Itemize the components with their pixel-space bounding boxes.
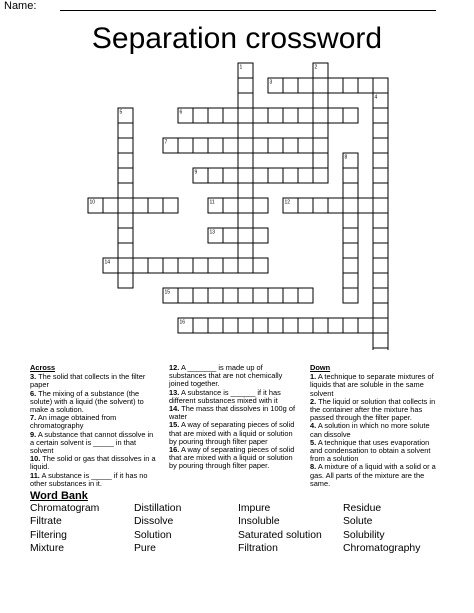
clue-across-11: 11. A substance is _____ if it has no other substances in it. <box>30 470 148 488</box>
grid-cell[interactable] <box>253 318 268 333</box>
grid-cell[interactable] <box>193 288 208 303</box>
grid-cell[interactable] <box>373 108 388 123</box>
grid-cell[interactable] <box>343 288 358 303</box>
word-bank-item: Chromatography <box>343 542 421 554</box>
grid-cell[interactable] <box>313 198 328 213</box>
word-bank-item: Solute <box>343 516 373 528</box>
grid-cell[interactable] <box>193 138 208 153</box>
word-bank-item: Solubility <box>343 529 385 541</box>
name-label: Name: <box>4 0 37 12</box>
grid-cell[interactable] <box>223 108 238 123</box>
grid-cell[interactable] <box>283 108 298 123</box>
grid-cell[interactable] <box>238 168 253 183</box>
grid-cell[interactable] <box>193 258 208 273</box>
grid-cell[interactable] <box>178 288 193 303</box>
grid-cell[interactable] <box>238 93 253 108</box>
grid-cell[interactable] <box>268 108 283 123</box>
grid-cell[interactable] <box>118 258 133 273</box>
clue-down-2: 2. The liquid or solution that collects in the container after the mixture has passed through the filter paper. <box>310 396 436 423</box>
grid-cell[interactable] <box>118 138 133 153</box>
grid-cell[interactable] <box>373 78 388 93</box>
grid-cell[interactable] <box>253 258 268 273</box>
grid-cell[interactable] <box>238 288 253 303</box>
grid-cell[interactable] <box>343 78 358 93</box>
grid-cell[interactable] <box>268 288 283 303</box>
grid-cell[interactable] <box>373 243 388 258</box>
grid-cell[interactable] <box>373 183 388 198</box>
grid-cell[interactable] <box>373 153 388 168</box>
grid-clue-number: 7 <box>164 139 168 146</box>
grid-cell[interactable] <box>343 228 358 243</box>
grid-cell[interactable] <box>313 123 328 138</box>
grid-cell[interactable] <box>253 288 268 303</box>
grid-cell[interactable] <box>283 138 298 153</box>
grid-cell[interactable] <box>343 258 358 273</box>
grid-cell[interactable] <box>298 198 313 213</box>
grid-cell[interactable] <box>238 183 253 198</box>
grid-cell[interactable] <box>283 288 298 303</box>
grid-cell[interactable] <box>238 258 253 273</box>
grid-cell[interactable] <box>373 168 388 183</box>
grid-cell[interactable] <box>268 318 283 333</box>
grid-cell[interactable] <box>373 288 388 303</box>
clue-across-3: 3. The solid that collects in the filter paper <box>30 372 146 390</box>
clue-across-16: 16. A way of separating pieces of solid that are mixed with a liquid or solution by pouring through filter paper. <box>169 445 295 471</box>
clue-across-15: 15. A way of separating pieces of solid that are mixed with a liquid or solution by pouring through filter paper <box>169 420 295 446</box>
grid-cell[interactable] <box>253 108 268 123</box>
grid-cell[interactable] <box>118 153 133 168</box>
word-bank <box>30 503 450 555</box>
grid-cell[interactable] <box>328 78 343 93</box>
grid-cell[interactable] <box>358 78 373 93</box>
grid-cell[interactable] <box>343 243 358 258</box>
grid-cell[interactable] <box>298 168 313 183</box>
grid-cell[interactable] <box>163 258 178 273</box>
clue-down-4: 4. A solution in which no more solute can dissolve <box>310 421 430 439</box>
grid-cell[interactable] <box>373 198 388 213</box>
grid-clue-number: 2 <box>314 64 318 71</box>
clue-across-10: 10. The solid or gas that dissolves in a liquid. <box>30 454 156 472</box>
clue-down-5: 5. A technique that uses evaporation and condensation to obtain a solvent from a solution <box>310 437 431 464</box>
grid-cell[interactable] <box>313 93 328 108</box>
word-bank-item: Distillation <box>134 503 182 514</box>
grid-cell[interactable] <box>133 198 148 213</box>
grid-clue-number: 13 <box>209 229 216 236</box>
grid-cell[interactable] <box>238 78 253 93</box>
grid-cell[interactable] <box>358 318 373 333</box>
grid-cell[interactable] <box>238 123 253 138</box>
grid-cell[interactable] <box>238 318 253 333</box>
word-bank-item: Filtering <box>30 529 67 541</box>
grid-cell[interactable] <box>298 288 313 303</box>
grid-cell[interactable] <box>298 78 313 93</box>
grid-cell[interactable] <box>118 183 133 198</box>
grid-cell[interactable] <box>283 78 298 93</box>
clue-across-7: 7. An image obtained from chromatography <box>30 413 117 431</box>
grid-cell[interactable] <box>118 228 133 243</box>
grid-cell[interactable] <box>373 213 388 228</box>
grid-cell[interactable] <box>118 168 133 183</box>
word-bank-item: Filtration <box>238 542 278 554</box>
grid-clue-number: 12 <box>284 199 291 206</box>
grid-cell[interactable] <box>208 318 223 333</box>
grid-cell[interactable] <box>223 168 238 183</box>
grid-cell[interactable] <box>373 123 388 138</box>
grid-cell[interactable] <box>178 258 193 273</box>
grid-cell[interactable] <box>313 138 328 153</box>
grid-clue-number: 5 <box>119 109 123 116</box>
grid-cell[interactable] <box>253 138 268 153</box>
clue-down-1: 1. A technique to separate mixtures of liquids that are soluble in the same solvent <box>310 372 434 398</box>
grid-cell[interactable] <box>328 198 343 213</box>
grid-cell[interactable] <box>103 198 118 213</box>
grid-cell[interactable] <box>313 153 328 168</box>
grid-clue-number: 4 <box>374 94 378 101</box>
word-bank-item: Insoluble <box>238 516 280 528</box>
grid-clue-number: 3 <box>269 79 273 86</box>
grid-cell[interactable] <box>373 333 388 348</box>
grid-cell[interactable] <box>208 168 223 183</box>
grid-cell[interactable] <box>298 108 313 123</box>
grid-cell[interactable] <box>343 318 358 333</box>
word-bank-item: Mixture <box>30 542 65 554</box>
grid-cell[interactable] <box>328 108 343 123</box>
grid-cell[interactable] <box>298 138 313 153</box>
grid-cell[interactable] <box>283 318 298 333</box>
grid-cell[interactable] <box>118 243 133 258</box>
word-bank-item: Residue <box>343 503 382 514</box>
grid-cell[interactable] <box>313 78 328 93</box>
grid-cell[interactable] <box>343 198 358 213</box>
grid-clue-number: 11 <box>209 199 215 206</box>
grid-cell[interactable] <box>118 273 133 288</box>
grid-clue-number: 14 <box>104 259 111 266</box>
grid-clue-number: 9 <box>194 169 198 176</box>
word-bank-item: Dissolve <box>134 516 174 528</box>
grid-cell[interactable] <box>268 138 283 153</box>
grid-cell[interactable] <box>373 318 388 333</box>
grid-cell[interactable] <box>178 138 193 153</box>
word-bank-item: Chromatogram <box>30 503 100 514</box>
grid-cell[interactable] <box>223 228 238 243</box>
across-heading: Across <box>30 363 56 372</box>
grid-cell[interactable] <box>238 108 253 123</box>
word-bank-item: Saturated solution <box>238 529 322 541</box>
clue-across-6: 6. The mixing of a substance (the solute) with a liquid (the solvent) to make a solution. <box>30 388 144 415</box>
word-bank-item: Impure <box>238 503 271 514</box>
grid-cell[interactable] <box>208 288 223 303</box>
grid-clue-number: 8 <box>344 154 348 161</box>
grid-cell[interactable] <box>208 138 223 153</box>
page-title: Separation crossword <box>91 22 383 55</box>
grid-cell[interactable] <box>283 168 298 183</box>
grid-cell[interactable] <box>118 213 133 228</box>
grid-cell[interactable] <box>373 273 388 288</box>
grid-cell[interactable] <box>343 183 358 198</box>
clue-down-8: 8. A mixture of a liquid with a solid or a gas. All parts of the mixture are the same. <box>310 462 436 488</box>
grid-clue-number: 6 <box>179 109 183 116</box>
grid-cell[interactable] <box>373 138 388 153</box>
grid-cell[interactable] <box>253 228 268 243</box>
grid-cell[interactable] <box>343 213 358 228</box>
grid-cell[interactable] <box>343 108 358 123</box>
grid-clue-number: 1 <box>239 64 243 71</box>
grid-cell[interactable] <box>148 258 163 273</box>
grid-cell[interactable] <box>373 303 388 318</box>
grid-cell[interactable] <box>223 258 238 273</box>
grid-cell[interactable] <box>223 288 238 303</box>
clue-across-13: 13. A substance is ______ if it has different substances mixed with it <box>169 387 281 405</box>
grid-clue-number: 10 <box>89 199 96 206</box>
clue-across-14: 14. The mass that dissolves in 100g of water <box>169 404 295 422</box>
grid-cell[interactable] <box>298 318 313 333</box>
grid-cell[interactable] <box>238 138 253 153</box>
down-clues <box>310 364 440 488</box>
grid-cell[interactable] <box>238 228 253 243</box>
grid-cell[interactable] <box>313 318 328 333</box>
grid-cell[interactable] <box>373 258 388 273</box>
word-bank-item: Pure <box>134 542 156 554</box>
grid-cell[interactable] <box>343 168 358 183</box>
grid-cell[interactable] <box>343 273 358 288</box>
across-clues-continued <box>169 364 299 471</box>
grid-cell[interactable] <box>373 228 388 243</box>
across-clues <box>30 364 158 488</box>
grid-cell[interactable] <box>133 258 148 273</box>
grid-cell[interactable] <box>238 198 253 213</box>
grid-cell[interactable] <box>118 123 133 138</box>
grid-cell[interactable] <box>208 258 223 273</box>
grid-cell[interactable] <box>328 318 343 333</box>
grid-cell[interactable] <box>238 213 253 228</box>
word-bank-item: Solution <box>134 529 172 541</box>
grid-cell[interactable] <box>313 168 328 183</box>
grid-cell[interactable] <box>118 198 133 213</box>
grid-cell[interactable] <box>253 168 268 183</box>
clue-across-12: 12. A _______ is made up of substances that are not chemically joined together. <box>169 363 283 389</box>
grid-cell[interactable] <box>313 108 328 123</box>
word-bank-title: Word Bank <box>30 490 88 502</box>
word-bank-item: Filtrate <box>30 516 62 528</box>
grid-cell[interactable] <box>373 348 388 350</box>
clue-across-9: 9. A substance that cannot dissolve in a certain solvent is _____ in that solvent <box>30 429 154 456</box>
grid-cell[interactable] <box>163 198 178 213</box>
grid-cell[interactable] <box>193 318 208 333</box>
down-heading: Down <box>310 363 331 372</box>
grid-cell[interactable] <box>223 138 238 153</box>
grid-cell[interactable] <box>238 243 253 258</box>
grid-clue-number: 15 <box>164 289 171 296</box>
grid-cell[interactable] <box>208 108 223 123</box>
grid-cell[interactable] <box>193 108 208 123</box>
grid-cell[interactable] <box>268 168 283 183</box>
grid-clue-number: 16 <box>179 319 186 326</box>
grid-cell[interactable] <box>238 153 253 168</box>
grid-cell[interactable] <box>358 198 373 213</box>
grid-cell[interactable] <box>223 198 238 213</box>
grid-cell[interactable] <box>253 198 268 213</box>
grid-cell[interactable] <box>148 198 163 213</box>
grid-cell[interactable] <box>223 318 238 333</box>
